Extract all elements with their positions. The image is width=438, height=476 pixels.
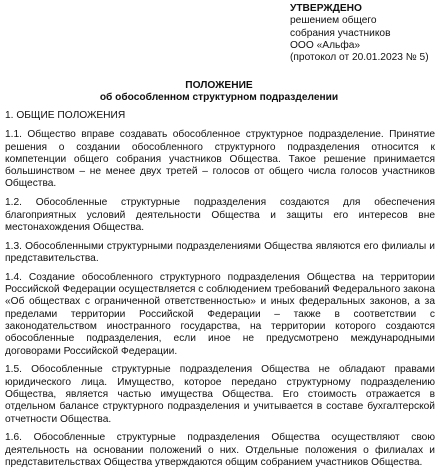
document-title-main: ПОЛОЖЕНИЕ [185, 80, 253, 91]
paragraph-1-2: 1.2. Обособленные структурные подразделения создаются для обеспечения благоприятных условий деятельности Общества и защиты его интересов вне местонахождения Общества. [5, 197, 435, 233]
document-title [0, 80, 438, 105]
approval-line: ООО «Альфа» [290, 39, 361, 51]
approval-heading: УТВЕРЖДЕНО [290, 3, 362, 14]
paragraph-1-1: 1.1. Общество вправе создавать обособленное структурное подразделение. Принятие решения о создании обособленного структурного подразделения относится к компетенции общего собрания участников Общества. Такое решение принимается большинством – не менее двух третей – голосов от общего числа голосов участников Общества. [5, 129, 435, 190]
section-heading: 1. ОБЩИЕ ПОЛОЖЕНИЯ [5, 110, 126, 121]
paragraph-1-6: 1.6. Обособленные структурные подразделения Общества осуществляют свою деятельность на основании положений о них. Отдельные положения о филиалах и представительствах Общества утверждаются общим собранием участников Общества. [5, 432, 435, 468]
approval-stamp [290, 3, 436, 64]
paragraph-1-3: 1.3. Обособленными структурными подразделениями Общества являются его филиалы и представительства. [5, 240, 435, 264]
paragraph-1-5: 1.5. Обособленные структурные подразделения Общества не обладают правами юридического лица. Имущество, которое передано структурному подразделению Общества, является частью имущества Общества. Его стоимость отражается в отдельном балансе структурного подразделения и учитывается в составе бухгалтерской отчетности Общества. [5, 364, 435, 425]
approval-line: (протокол от 20.01.2023 № 5) [290, 52, 429, 64]
document-title-sub: об обособленном структурном подразделении [99, 92, 339, 104]
approval-line: собрания участников [290, 27, 391, 39]
document-body [5, 110, 435, 476]
paragraph-1-4: 1.4. Создание обособленного структурного подразделения Общества на территории Российской Федерации осуществляется с соблюдением требований Федерального закона «Об обществах с ограниченной ответственностью» и иных федеральных законов, а за пределами территории Российской Федерации – также в соответствии с законодательством иностранного государства, на территории которого создаются обособленные подразделения, если иное не предусмотрено международными договорами Российской Федерации. [5, 271, 435, 357]
approval-line: решением общего [290, 15, 377, 27]
